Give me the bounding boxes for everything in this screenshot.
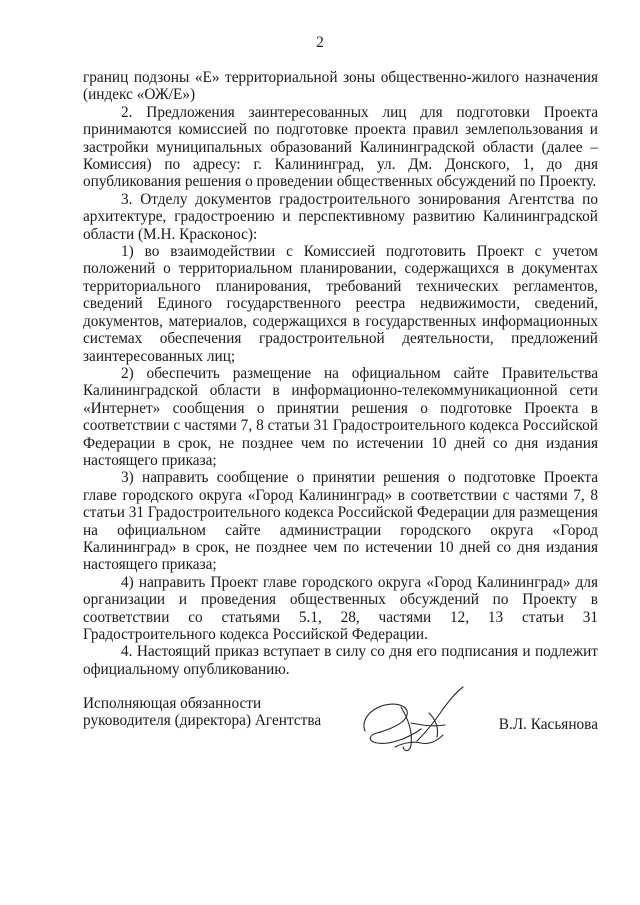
subparagraph-4: 4) направить Проект главе городского округа «Город Калининград» для организации и проведения общественных обсуждений по Проекту в соответствии со статьями 5.1, 28, частями 12, 13 статьи 31 Градостроительного кодекса Российской Федерации. [83, 573, 598, 643]
subparagraph-2: 2) обеспечить размещение на официальном сайте Правительства Калининградской области в информационно-телекоммуникационной сети «Интернет» сообщения о принятии решения о подготовке Проекта в соответствии с частями 7, 8 статьи 31 Градостроительного кодекса Российской Федерации в срок, не позднее чем по истечении 10 дней со дня издания настоящего приказа; [83, 364, 598, 469]
handwritten-signature [355, 683, 485, 761]
paragraph-item-2: 2. Предложения заинтересованных лиц для подготовки Проекта принимаются комиссией по подготовке проекта правил землепользования и застройки муниципальных образований Калининградской области (далее – Комиссия) по адресу: г. Калининград, ул. Дм. Донского, 1, до дня опубликования решения о проведении общественных обсуждений по Проекту. [83, 103, 598, 191]
signatory-position-line-2: руководителя (директора) Агентства [83, 712, 322, 730]
paragraph-item-3: 3. Отделу документов градостроительного зонирования Агентства по архитектуре, градостроению и перспективному развитию Калининградской области (М.Н. Красконос): [83, 190, 598, 243]
signature-block [83, 695, 598, 755]
subparagraph-1: 1) во взаимодействии с Комиссией подготовить Проект с учетом положений о территориальном планировании, содержащихся в документах территориального планирования, требований технических регламентов, сведений Единого государственного реестра недвижимости, сведений, документов, материалов, содержащихся в государственных информационных системах обеспечения градостроительной деятельности, предложений заинтересованных лиц; [83, 243, 598, 365]
paragraph-item-4: 4. Настоящий приказ вступает в силу со дня его подписания и подлежит официальному опубликованию. [83, 643, 598, 678]
signatory-position-line-1: Исполняющая обязанности [83, 695, 262, 712]
signatory-position [83, 695, 343, 730]
subparagraph-3: 3) направить сообщение о принятии решения о подготовке Проекта главе городского округа «Город Калининград» в соответствии с частями 7, 8 статьи 31 Градостроительного кодекса Российской Федерации для размещения на официальном сайте администрации городского округа «Город Калининград» в срок, не позднее чем по истечении 10 дней со дня издания настоящего приказа; [83, 469, 598, 574]
page-number: 2 [316, 34, 324, 51]
signatory-name: В.Л. Касьянова [498, 716, 598, 733]
document-body [83, 69, 598, 678]
paragraph-continuation: границ подзоны «Е» территориальной зоны общественно-жилого назначения (индекс «ОЖ/Е») [83, 69, 598, 104]
